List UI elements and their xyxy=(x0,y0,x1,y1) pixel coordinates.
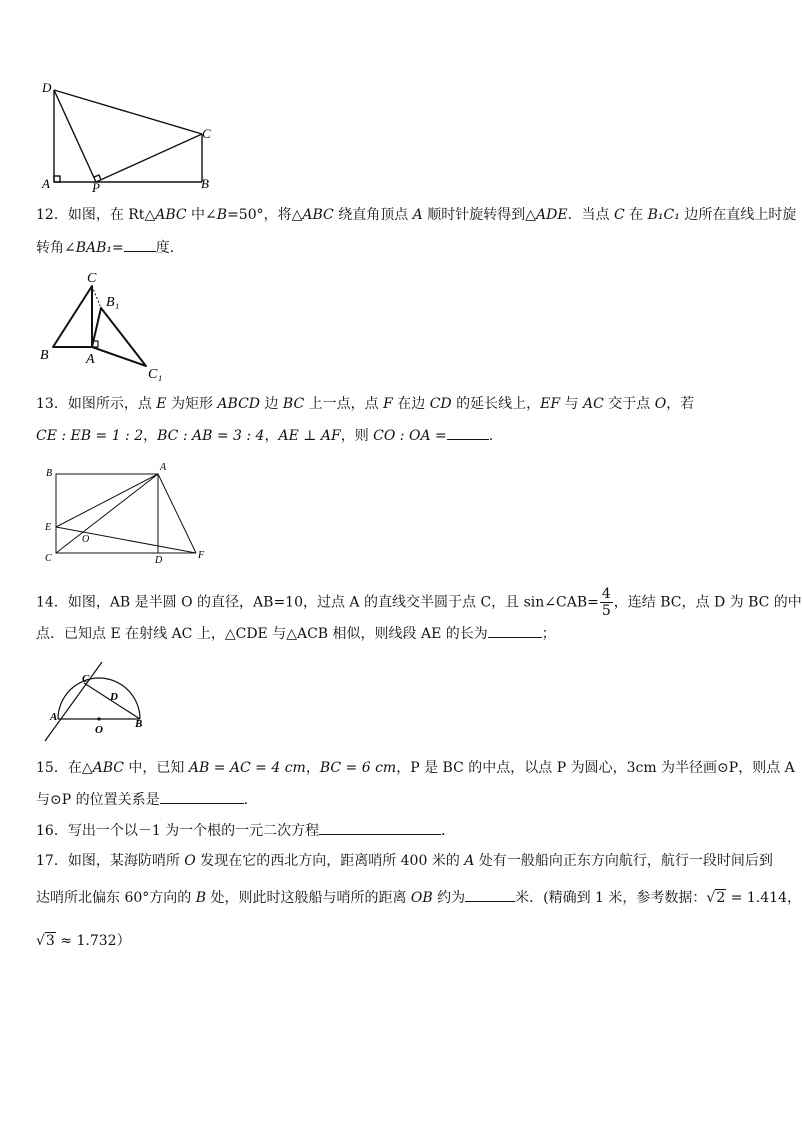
q17-line-2: 达哨所北偏东 60°方向的 B 处，则此时这般船与哨所的距离 OB 约为 米．(精确到 1 米，参考数据：√2 = 1.414， xyxy=(36,887,801,908)
label-a: A xyxy=(50,711,58,723)
label-b: B xyxy=(135,718,143,730)
q12-line-1: 12．如图，在 Rt△ABC 中∠B=50°，将△ABC 绕直角顶点 A 顺时针旋转得到△ADE．当点 C 在 B₁C₁ 边所在直线上时旋 xyxy=(36,207,797,223)
answer-blank-q12[interactable] xyxy=(124,237,156,252)
triangle-ab1c1 xyxy=(92,308,146,366)
answer-blank-q15[interactable] xyxy=(160,789,244,804)
label-b1: B₁ xyxy=(106,295,120,310)
line-through-a xyxy=(45,662,102,741)
label-c: C xyxy=(45,553,52,564)
answer-blank-q17[interactable] xyxy=(465,887,515,902)
q13-line-1: 13．如图所示，点 E 为矩形 ABCD 边 BC 上一点，点 F 在边 CD 的延长线上，EF 与 AC 交于点 O，若 xyxy=(36,396,695,412)
segment-dp xyxy=(54,90,96,182)
label-o: O xyxy=(95,724,103,736)
label-b: B xyxy=(46,468,53,479)
q17-line-1: 17．如图，某海防哨所 O 发现在它的西北方向，距离哨所 400 米的 A 处有一般船向正东方向航行，航行一段时间后到 xyxy=(36,853,773,869)
answer-blank-q14[interactable] xyxy=(488,623,542,638)
label-c: C xyxy=(82,673,90,685)
q13-line-2: CE : EB = 1 : 2，BC : AB = 3 : 4，AE ⊥ AF，则 CO : OA = . xyxy=(36,425,493,446)
label-d: D xyxy=(42,80,52,95)
q15-line-1: 15．在△ABC 中，已知 AB = AC = 4 cm，BC = 6 cm，P 是 BC 的中点，以点 P 为圆心，3cm 为半径画⊙P，则点 A xyxy=(36,760,795,776)
label-d: D xyxy=(155,555,163,566)
q17-line-3: √3 ≈ 1.732） xyxy=(36,933,131,949)
segment-ea xyxy=(56,474,158,527)
q14-line-2: 点．已知点 E 在射线 AC 上，△CDE 与△ACB 相似，则线段 AE 的长为 ； xyxy=(36,623,556,644)
sqrt-3: √3 xyxy=(36,933,55,949)
segment-dc xyxy=(54,90,202,134)
figure-q13 xyxy=(36,460,221,565)
dashed-c-b1 xyxy=(92,286,101,308)
answer-blank-q13[interactable] xyxy=(447,425,489,440)
segment-ef xyxy=(56,527,196,553)
label-a: A xyxy=(42,176,50,191)
q14-line-1: 14．如图，AB 是半圆 O 的直径，AB=10，过点 A 的直线交半圆于点 C，且 sin∠CAB= $\frac{4}{5}$ ，连结 BC，点 D 为 BC 的中 xyxy=(36,586,802,619)
label-c: C xyxy=(202,126,211,141)
label-c: C xyxy=(87,271,97,286)
diagonal-ca xyxy=(56,474,158,553)
label-f: F xyxy=(198,550,205,561)
figure-q12 xyxy=(36,268,171,383)
label-c1: C₁ xyxy=(148,367,163,382)
right-angle-mark-a xyxy=(54,176,60,182)
answer-blank-q16[interactable] xyxy=(319,820,441,835)
label-e: E xyxy=(45,522,52,533)
sqrt-2: √2 xyxy=(706,890,726,906)
segment-af xyxy=(158,474,196,553)
figure-q11 xyxy=(36,78,226,193)
center-point-o xyxy=(97,717,100,720)
label-d: D xyxy=(110,691,118,703)
figure-q14 xyxy=(40,657,155,745)
q16-line: 16．写出一个以－1 为一个根的一元二次方程 ． xyxy=(36,820,455,841)
triangle-abc xyxy=(53,286,92,347)
label-b: B xyxy=(201,176,209,191)
label-p: P xyxy=(92,180,100,195)
fraction-4-5: $\frac{4}{5}$ xyxy=(601,586,611,619)
segment-pc xyxy=(96,134,202,182)
q12-line-2: 转角∠BAB₁= 度． xyxy=(36,237,184,258)
label-b: B xyxy=(40,348,49,363)
label-a: A xyxy=(160,462,167,473)
q15-line-2: 与⊙P 的位置关系是 . xyxy=(36,789,248,810)
label-o: O xyxy=(82,534,90,545)
label-a: A xyxy=(86,352,95,367)
semicircle-arc xyxy=(58,678,140,719)
